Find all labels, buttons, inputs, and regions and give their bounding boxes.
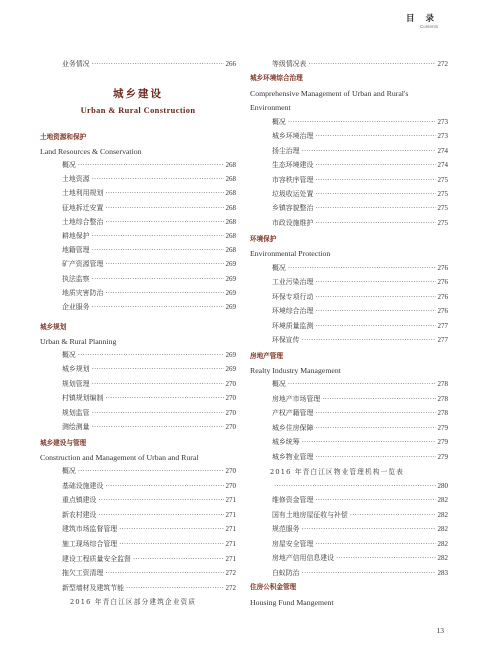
toc-entry-page: 270 — [225, 481, 236, 490]
toc-entry-label: 房地产信用信息建设 — [272, 554, 335, 563]
toc-entry[interactable] — [250, 305, 448, 318]
toc-entry[interactable] — [250, 217, 448, 230]
header-title: 目 录 — [406, 14, 438, 24]
dot-leader — [105, 567, 223, 580]
toc-entry-page: 271 — [225, 554, 236, 563]
toc-entry[interactable] — [250, 378, 448, 391]
group-heading-cn: 环境保护 — [250, 235, 277, 243]
toc-entry-page: 270 — [225, 423, 236, 431]
toc-entry-label: 土地综合整治 — [62, 217, 104, 226]
dot-leader — [105, 202, 223, 215]
toc-entry[interactable] — [250, 188, 448, 201]
toc-entry-label: 基础设施建设 — [62, 481, 104, 490]
dot-leader — [92, 378, 224, 391]
dot-leader — [92, 230, 224, 243]
toc-entry-page: 283 — [437, 569, 448, 577]
toc-entry[interactable] — [40, 392, 236, 405]
toc-entry[interactable] — [40, 230, 236, 243]
toc-entry-page: 268 — [225, 189, 236, 198]
dot-leader — [92, 173, 224, 186]
group-heading-en: Land Resources & Conservation — [40, 147, 142, 156]
toc-entry-page: 275 — [437, 204, 448, 213]
toc-entry-label: 乡镇容貌整治 — [272, 204, 314, 213]
dot-leader — [105, 187, 223, 200]
section-title-en: Urban & Rural Construction — [80, 106, 196, 115]
toc-entry-label: 环境综合治理 — [272, 307, 314, 316]
toc-entry-page: 268 — [225, 175, 236, 184]
toc-entry[interactable] — [250, 130, 448, 143]
toc-entry-label: 征地拆迁安置 — [62, 203, 104, 212]
toc-entry-label: 土地资源 — [62, 175, 90, 184]
toc-entry[interactable] — [250, 202, 448, 215]
toc-entry[interactable] — [250, 334, 448, 347]
toc-entry-label: 生态环境建设 — [272, 161, 314, 170]
group-heading-en: Comprehensive Management of Urban and Rural's — [250, 89, 409, 98]
toc-entry[interactable] — [40, 567, 236, 580]
toc-entry-page: 276 — [437, 278, 448, 287]
toc-entry-page: 278 — [437, 380, 448, 388]
dot-leader — [105, 392, 223, 405]
dot-leader — [315, 217, 435, 230]
toc-entry-label: 规范服务 — [272, 525, 300, 534]
section-title-cn: 城乡建设 — [113, 88, 163, 100]
toc-entry-label: 垃圾收运处置 — [272, 190, 314, 198]
dot-leader — [315, 538, 435, 551]
toc-entry[interactable] — [40, 509, 236, 522]
dot-leader — [315, 276, 435, 289]
toc-entry[interactable] — [250, 174, 448, 187]
group-heading-en: Realty Industry Management — [250, 366, 341, 375]
toc-entry-page: 268 — [225, 217, 236, 226]
toc-entry-page: 282 — [437, 539, 448, 548]
dot-leader — [302, 567, 436, 580]
toc-entry[interactable]: 等级情况表 ····· 272 — [250, 58, 448, 71]
toc-entry-label: 白蚁防治 — [272, 569, 300, 577]
toc-entry-page: 269 — [225, 274, 236, 283]
dot-leader — [92, 363, 224, 376]
dot-leader — [288, 116, 436, 129]
toc-entry-page: 279 — [437, 423, 448, 432]
toc-entry-page: 276 — [437, 292, 448, 301]
toc-entry-label: 城乡住房保障 — [272, 423, 314, 432]
dot-leader — [105, 258, 223, 271]
toc-entry[interactable] — [40, 421, 236, 434]
dot-leader — [315, 202, 435, 215]
toc-entry-label: 概况 — [62, 467, 76, 475]
toc-entry[interactable] — [40, 363, 236, 376]
toc-entry-label: 概况 — [62, 351, 76, 359]
toc-entry[interactable] — [250, 291, 448, 304]
dot-leader — [92, 301, 224, 314]
dot-leader — [119, 538, 223, 551]
toc-entry-page: 279 — [437, 452, 448, 461]
toc-entry-page: 282 — [437, 510, 448, 519]
toc-entry[interactable] — [250, 262, 448, 275]
toc-entry[interactable] — [40, 378, 236, 391]
toc-entry-label: 建设工程质量安全监督 — [62, 554, 131, 563]
toc-entry[interactable] — [40, 349, 236, 362]
toc-entry-page: 276 — [437, 264, 448, 272]
dot-leader — [92, 273, 224, 286]
dot-leader — [315, 291, 435, 304]
toc-entry-label: 环保宣传 — [272, 336, 300, 344]
toc-entry-label: 城乡物业管理 — [272, 452, 314, 461]
toc-entry[interactable] — [40, 465, 236, 478]
toc-entry-label: 概况 — [62, 161, 76, 169]
toc-entry-label: 概况 — [272, 264, 286, 272]
dot-leader — [315, 451, 435, 464]
toc-entry[interactable]: 业务情况 ····· 266 — [40, 58, 236, 71]
dot-leader — [92, 421, 224, 434]
toc-entry-label: 测绘测量 — [62, 423, 90, 431]
toc-entry-page: 278 — [437, 394, 448, 403]
dot-leader — [302, 523, 436, 536]
toc-entry[interactable] — [40, 494, 236, 507]
toc-entry-page: 273 — [437, 118, 448, 126]
dot-leader — [98, 494, 223, 507]
toc-entry-label: 村镇规划编制 — [62, 394, 104, 403]
toc-entry[interactable] — [40, 273, 236, 286]
toc-entry-label: 规划管理 — [62, 379, 90, 388]
toc-entry[interactable] — [250, 552, 448, 565]
toc-entry[interactable] — [250, 276, 448, 289]
toc-entry-page: 268 — [225, 161, 236, 169]
dot-leader — [302, 436, 436, 449]
dot-leader — [105, 287, 223, 300]
toc-entry[interactable] — [40, 301, 236, 314]
group-heading-cn: 城乡环境综合治理 — [250, 74, 303, 82]
dot-leader — [288, 378, 436, 391]
toc-entry-page: 282 — [437, 554, 448, 563]
group-heading-en: Environmental Protection — [250, 249, 331, 258]
toc-entry-page: 268 — [225, 232, 236, 240]
toc-entry-label: 市容秩序管理 — [272, 175, 314, 184]
page-number: 13 — [436, 626, 444, 635]
toc-entry[interactable] — [250, 159, 448, 172]
group-heading-en: Housing Fund Mangement — [250, 598, 334, 607]
group-heading-cn: 房地产管理 — [250, 352, 283, 360]
toc-entry-label: 建筑市场监督管理 — [62, 525, 118, 534]
toc-entry-page: 272 — [225, 583, 236, 592]
toc-entry-label: 城乡统筹 — [272, 438, 300, 446]
toc-entry-label: 城乡规划 — [62, 365, 90, 374]
dot-leader — [315, 188, 435, 201]
toc-entry[interactable] — [40, 582, 236, 595]
toc-entry-page: 272 — [225, 569, 236, 578]
toc-entry-label: 规划监管 — [62, 408, 90, 417]
dot-leader — [78, 349, 224, 362]
toc-entry-page: 275 — [437, 190, 448, 198]
toc-entry[interactable] — [250, 407, 448, 420]
toc-entry-page: 275 — [437, 218, 448, 227]
dot-leader — [315, 407, 435, 420]
toc-entry-label: 新农村建设 — [62, 510, 97, 519]
toc-entry-page: 271 — [225, 496, 236, 505]
toc-entry-page: 279 — [437, 438, 448, 446]
toc-entry-label: 地籍管理 — [62, 246, 90, 255]
toc-entry[interactable] — [250, 116, 448, 129]
dot-leader — [302, 145, 436, 158]
toc-entry-label: 产权产籍管理 — [272, 409, 314, 417]
toc-entry[interactable] — [40, 480, 236, 493]
dot-leader — [78, 465, 224, 478]
toc-entry[interactable] — [40, 173, 236, 186]
dot-leader — [105, 216, 223, 229]
toc-entry-label: 维修资金管理 — [272, 496, 314, 504]
dot-leader — [98, 509, 223, 522]
toc-entry-page: 274 — [437, 146, 448, 155]
group-heading-cn: 住房公积金管理 — [250, 583, 297, 591]
toc-entry-page: 282 — [437, 525, 448, 534]
table-note: 2016 年青白江区部分建筑企业资质 — [70, 598, 197, 606]
toc-entry-label: 土地利用规划 — [62, 189, 104, 198]
toc-entry-label: 概况 — [272, 118, 286, 126]
toc-entry-label: 执法监察 — [62, 274, 90, 283]
dot-leader — [315, 422, 435, 435]
toc-entry-page: 271 — [225, 510, 236, 519]
toc-entry-page: 277 — [437, 336, 448, 344]
toc-entry-label: 环境质量监测 — [272, 321, 314, 330]
dot-leader — [315, 494, 435, 507]
toc-entry[interactable] — [40, 159, 236, 172]
toc-entry-page: 269 — [225, 365, 236, 374]
dot-leader — [315, 320, 435, 333]
dot-leader — [315, 159, 435, 172]
toc-entry[interactable] — [40, 187, 236, 200]
toc-entry[interactable] — [250, 523, 448, 536]
toc-entry[interactable] — [250, 538, 448, 551]
dot-leader — [78, 159, 224, 172]
dot-leader — [126, 582, 223, 595]
group-heading-en-cont: Environment — [250, 103, 291, 112]
toc-entry[interactable] — [40, 244, 236, 257]
group-heading-en: Construction and Management of Urban and Rural — [40, 453, 199, 462]
toc-entry[interactable] — [40, 216, 236, 229]
dot-leader — [315, 174, 435, 187]
toc-entry[interactable] — [250, 436, 448, 449]
toc-entry[interactable] — [250, 393, 448, 406]
dot-leader — [302, 334, 436, 347]
toc-entry[interactable] — [40, 258, 236, 271]
toc-entry-label: 重点镇建设 — [62, 496, 97, 505]
toc-entry[interactable] — [40, 407, 236, 420]
toc-entry-page: 278 — [437, 409, 448, 417]
dot-leader — [315, 130, 435, 143]
toc-entry-label: 地质灾害防治 — [62, 288, 104, 297]
dot-leader — [288, 262, 436, 275]
dot-leader — [133, 553, 224, 566]
group-heading-cn: 城乡建设与管理 — [40, 439, 87, 447]
toc-entry-label: 新型墙材及建筑节能 — [62, 583, 125, 592]
toc-entry-page: 268 — [225, 203, 236, 212]
toc-entry-page: 269 — [225, 303, 236, 311]
toc-entry-page: 270 — [225, 379, 236, 388]
dot-leader — [92, 244, 224, 257]
toc-entry-label: 矿产资源管理 — [62, 260, 104, 269]
toc-entry[interactable]: ····· 280 — [250, 480, 448, 493]
toc-entry-label: 耕地保护 — [62, 232, 90, 240]
toc-entry[interactable] — [250, 567, 448, 580]
dot-leader — [105, 480, 223, 493]
toc-entry-label: 施工现场综合管理 — [62, 540, 118, 548]
toc-entry-page: 270 — [225, 467, 236, 475]
toc-entry[interactable] — [40, 538, 236, 551]
dot-leader — [322, 393, 435, 406]
dot-leader — [315, 305, 435, 318]
toc-entry-label: 市政设施维护 — [272, 218, 314, 227]
toc-entry-page: 269 — [225, 260, 236, 269]
toc-entry[interactable] — [250, 320, 448, 333]
toc-entry-label: 拖欠工资清理 — [62, 569, 104, 578]
toc-entry-page: 275 — [437, 175, 448, 184]
header-subtitle: Contents — [419, 24, 438, 29]
toc-entry-page: 270 — [225, 394, 236, 403]
toc-entry[interactable] — [250, 422, 448, 435]
toc-entry-label: 扬尘治理 — [272, 146, 300, 155]
toc-entry-page: 282 — [437, 496, 448, 504]
toc-entry-label: 房屋安全管理 — [272, 539, 314, 548]
toc-entry-page: 270 — [225, 408, 236, 417]
toc-entry-label: 环保专项行动 — [272, 292, 314, 301]
dot-leader — [119, 523, 223, 536]
toc-entry-page: 274 — [437, 161, 448, 170]
toc-entry-label: 工业污染治理 — [272, 278, 314, 287]
dot-leader — [92, 407, 224, 420]
toc-entry-label: 城乡环境治理 — [272, 132, 314, 141]
group-heading-cn: 城乡规划 — [40, 323, 67, 331]
toc-entry-label: 房地产市场管理 — [272, 394, 321, 403]
toc-entry[interactable] — [40, 287, 236, 300]
toc-entry-label: 国有土地房屋征收与补偿 — [272, 510, 348, 519]
table-note: 2016 年青白江区物业管理机构一览表 — [270, 468, 404, 476]
toc-entry-page: 276 — [437, 307, 448, 316]
group-heading-cn: 土地资源和保护 — [40, 133, 87, 141]
toc-entry-label: 企业服务 — [62, 303, 90, 311]
toc-entry-page: 269 — [225, 288, 236, 297]
dot-leader — [336, 552, 435, 565]
toc-entry-page: 268 — [225, 246, 236, 255]
toc-entry[interactable] — [250, 494, 448, 507]
toc-entry-label: 概况 — [272, 380, 286, 388]
toc-entry-page: 269 — [225, 351, 236, 359]
group-heading-en: Urban & Rural Planning — [40, 337, 117, 346]
toc-entry-page: 273 — [437, 132, 448, 141]
toc-entry-page: 271 — [225, 525, 236, 534]
toc-entry[interactable] — [40, 553, 236, 566]
toc-entry[interactable] — [250, 451, 448, 464]
dot-leader — [350, 509, 436, 522]
toc-entry[interactable] — [40, 202, 236, 215]
toc-entry-page: 271 — [225, 540, 236, 548]
toc-entry[interactable] — [250, 145, 448, 158]
toc-entry[interactable] — [250, 509, 448, 522]
toc-entry-page: 277 — [437, 321, 448, 330]
toc-entry[interactable] — [40, 523, 236, 536]
